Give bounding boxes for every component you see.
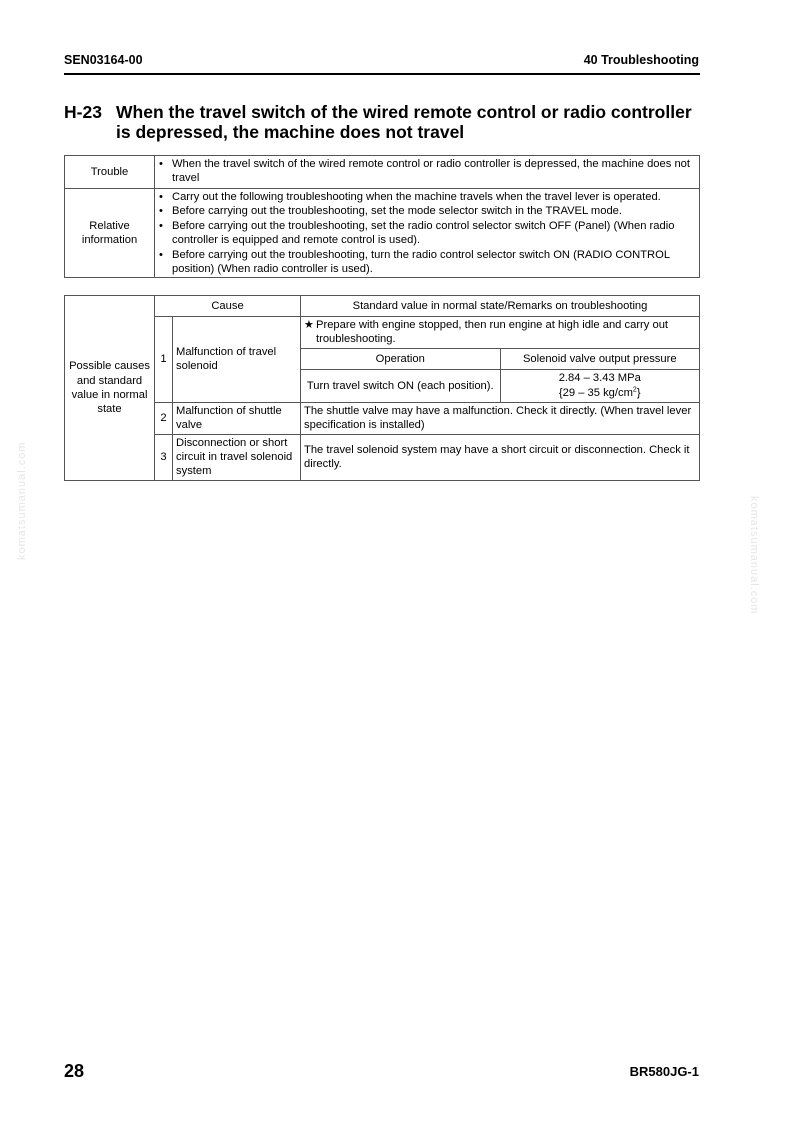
cause-column-header: Cause	[155, 296, 301, 317]
pressure-header: Solenoid valve output pressure	[500, 348, 699, 369]
header-rule	[64, 73, 700, 75]
title-text: When the travel switch of the wired remote control or radio controller is depressed, the machine does not travel	[116, 102, 692, 142]
relative-item: • Carry out the following troubleshooting when the machine travels when the travel lever is operated.	[158, 190, 696, 204]
model-code: BR580JG-1	[629, 1064, 699, 1079]
document-code: SEN03164-00	[64, 53, 143, 67]
relative-item: • Before carrying out the troubleshooting, set the radio control selector switch OFF (Panel) (When radio controller is equipped and remote control is used).	[158, 219, 696, 248]
causes-table	[64, 295, 700, 481]
relative-item: • Before carrying out the troubleshooting, set the mode selector switch in the TRAVEL mode.	[158, 204, 696, 218]
solenoid-check-table	[301, 317, 699, 402]
info-table	[64, 155, 700, 278]
cause-name: Malfunction of travel solenoid	[173, 317, 301, 403]
cause-name: Malfunction of shuttle valve	[173, 402, 301, 434]
causes-header-row	[65, 296, 700, 317]
title-code: H-23	[64, 102, 102, 122]
remarks-column-header: Standard value in normal state/Remarks on troubleshooting	[301, 296, 700, 317]
cause-number: 3	[155, 434, 173, 480]
trouble-item: • When the travel switch of the wired remote control or radio controller is depressed, the machine does not travel	[158, 157, 696, 186]
cause-row	[65, 434, 700, 480]
watermark-right: komatsumanual.com	[748, 496, 760, 615]
cause-number: 2	[155, 402, 173, 434]
relative-info-label: Relative information	[65, 189, 155, 278]
operation-value: Turn travel switch ON (each position).	[301, 369, 500, 402]
relative-item: • Before carrying out the troubleshooting, turn the radio control selector switch ON (RADIO CONTROL position) (When radio controller is used).	[158, 248, 696, 277]
cause-remarks: The travel solenoid system may have a short circuit or disconnection. Check it directly.	[301, 434, 700, 480]
section-title: 40 Troubleshooting	[583, 53, 699, 67]
trouble-label: Trouble	[65, 156, 155, 189]
cause-name: Disconnection or short circuit in travel solenoid system	[173, 434, 301, 480]
page-number: 28	[64, 1061, 85, 1081]
cause-remarks	[301, 317, 700, 403]
relative-info-content	[155, 189, 700, 278]
cause-row	[65, 317, 700, 403]
pressure-mpa: 2.84 – 3.43 MPa	[558, 372, 641, 385]
star-icon: ★	[304, 319, 315, 331]
trouble-content	[155, 156, 700, 189]
pressure-kgcm2: {29 – 35 $kg/cm^2$}	[558, 386, 641, 399]
causes-side-label: Possible causes and standard value in normal state	[65, 296, 155, 481]
watermark-left: komatsumanual.com	[16, 441, 28, 560]
trouble-row	[65, 156, 700, 189]
prep-note	[301, 317, 699, 348]
prep-text: Prepare with engine stopped, then run engine at high idle and carry out troubleshooting.	[316, 319, 669, 346]
operation-header: Operation	[301, 348, 500, 369]
cause-row	[65, 402, 700, 434]
relative-info-row	[65, 189, 700, 278]
cause-remarks: The shuttle valve may have a malfunction. Check it directly. (When travel lever specification is installed)	[301, 402, 700, 434]
cause-number: 1	[155, 317, 173, 403]
pressure-value	[500, 369, 699, 402]
page-title	[64, 102, 704, 142]
